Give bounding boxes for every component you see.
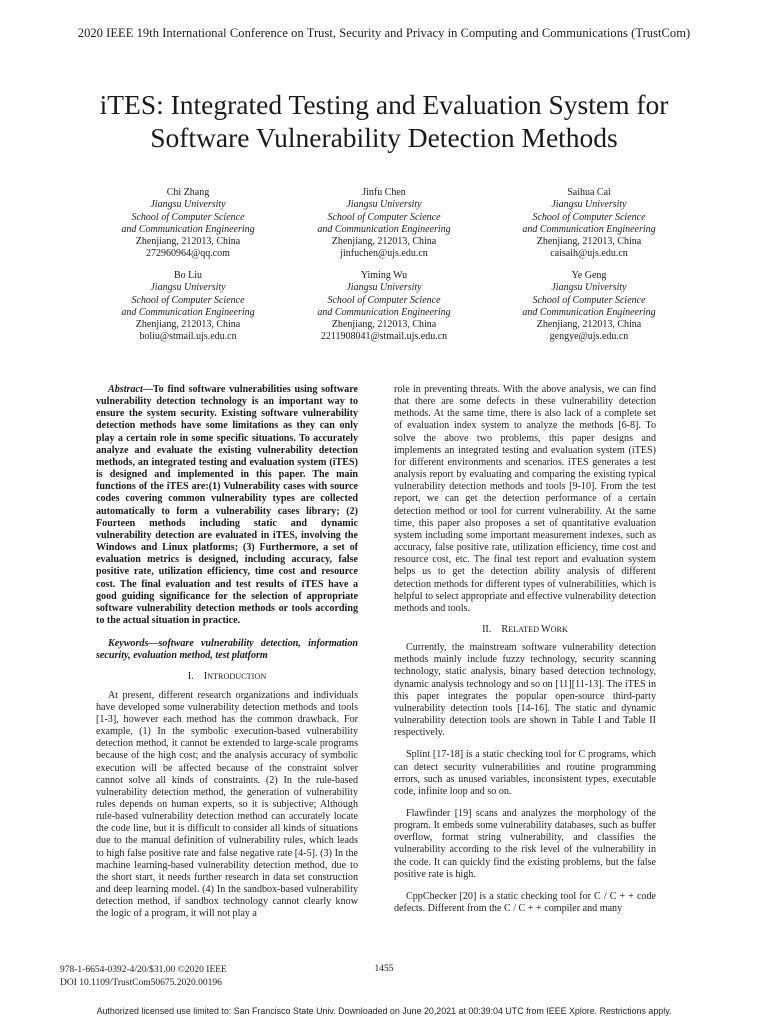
body-paragraph: Flawfinder [19] scans and analyzes the morphology of the program. It embeds some vulnerability databases, such as buffer overflow, format string vulnerability, and classifies the vulnerability according to the risk level of the vulnerability in the code. It can quickly find the existing problems, but the false positive rate is high. <box>394 808 656 880</box>
keywords <box>96 638 358 662</box>
author-school: School of Computer Science <box>131 294 245 306</box>
section-number: I. <box>187 671 194 683</box>
title-line: iTES: Integrated Testing and Evaluation System for <box>99 89 669 120</box>
paper-title <box>0 88 768 154</box>
author-city: Zhenjiang, 212013, China <box>536 319 642 331</box>
author-email: 2211908041@stmail.ujs.edu.cn <box>320 331 448 343</box>
author-block <box>264 270 504 344</box>
author-name: Chi Zhang <box>166 187 210 198</box>
right-column <box>394 384 656 915</box>
author-university: Jiangsu University <box>150 199 226 211</box>
author-email: jinfuchen@ujs.edu.cn <box>340 248 428 260</box>
section-heading-related-work <box>394 624 656 636</box>
abstract <box>96 384 358 627</box>
section-title-rest: ELATED <box>508 624 542 634</box>
left-column <box>96 384 358 921</box>
author-email: 272960964@qq.com <box>146 248 230 260</box>
author-university: Jiangsu University <box>551 282 627 294</box>
author-block <box>264 187 504 261</box>
author-school: and Communication Engineering <box>317 223 451 235</box>
body-paragraph: CppChecker [20] is a static checking tool for C / C + + code defects. Different from the C / C + + compiler and many <box>394 890 656 915</box>
section-heading-introduction <box>96 671 358 683</box>
abstract-dash: — <box>142 384 153 395</box>
conference-header: 2020 IEEE 19th International Conference on Trust, Security and Privacy in Computing and Communications (TrustCom) <box>77 26 691 40</box>
keywords-label: Keywords <box>108 638 149 650</box>
keywords-text: software vulnerability detection, information security, evaluation method, test platform <box>96 638 358 662</box>
author-school: School of Computer Science <box>327 294 441 306</box>
body-paragraph: Splint [17-18] is a static checking tool for C programs, which can detect security vulnerabilities and routine programming errors, such as unused variables, inconsistent types, executable code, infinite loop and so on. <box>394 749 656 797</box>
section-title-initial: W <box>541 623 551 635</box>
author-city: Zhenjiang, 212013, China <box>135 319 241 331</box>
author-school: School of Computer Science <box>532 211 646 223</box>
author-name: Ye Geng <box>571 270 607 281</box>
section-title-rest: NTRODUCTION <box>207 672 267 682</box>
author-email: gengye@ujs.edu.cn <box>549 331 629 343</box>
author-university: Jiangsu University <box>551 199 627 211</box>
author-school: and Communication Engineering <box>121 306 255 318</box>
author-university: Jiangsu University <box>346 282 422 294</box>
author-city: Zhenjiang, 212013, China <box>331 236 437 248</box>
isbn: 978-1-6654-0392-4/20/$31.00 ©2020 IEEE <box>60 965 227 975</box>
author-school: and Communication Engineering <box>522 223 656 235</box>
author-city: Zhenjiang, 212013, China <box>135 236 241 248</box>
license-notice: Authorized licensed use limited to: San Francisco State Univ. Downloaded on June 20,2021 at 00:39:04 UTC from IEEE Xplore. Restrictions apply. <box>96 1006 672 1016</box>
author-name: Bo Liu <box>173 270 203 281</box>
author-name: Yiming Wu <box>360 270 408 281</box>
doi: DOI 10.1109/TrustCom50675.2020.00196 <box>60 977 222 988</box>
intro-paragraph: At present, different research organizations and individuals have developed some vulnerability detection methods and tools [1-3], however each method has the common drawback. For example, (1) In the symbolic execution-based vulnerability detection method, it cannot be extended to large-scale programs because of the high cost; and the analysis accuracy of symbolic execution will be affected because of the constraint solver cannot solve all kinds of constraints. (2) In the rule-based vulnerability detection method, the generation of vulnerability rules depends on human experts, so it is subjective; Although rule-based vulnerability detection method can accurately locate the code line, but it is difficult to consider all kinds of situations due to the manual definition of vulnerability rules, which leads to high false positive rate and false negative rate [4-5]. (3) In the machine learning-based vulnerability detection method, due to the short start, it needs further research in data set construction and deep learning model. (4) In the sandbox-based vulnerability detection method, if sandbox technology cannot clearly know the logic of a program, it will not play a <box>96 689 358 920</box>
body-paragraph: role in preventing threats. With the above analysis, we can find that there are some defects in these vulnerability detection methods. At the same time, there is also lack of a complete set of evaluation index system to analyze the methods [6-8]. To solve the above two problems, this paper designs and implements an integrated testing and evaluation system (iTES) for different environments and scenarios. iTES generates a test analysis report by evaluating and comparing the existing typical vulnerability detection methods and tools [9-10]. From the test report, we can get the detection performance of a certain detection method or tool for current vulnerability. At the same time, this paper also proposes a set of quantitative evaluation system including some important measurement indexes, such as accuracy, false positive rate, utilization efficiency, time cost and resource cost, etc. The final test report and evaluation system helps us to get the detection ability analysis of different detection methods for different types of vulnerabilities, which is helpful to select appropriate and effective vulnerability detection methods and tools. <box>394 384 656 614</box>
author-city: Zhenjiang, 212013, China <box>536 236 642 248</box>
author-school: School of Computer Science <box>327 211 441 223</box>
author-city: Zhenjiang, 212013, China <box>331 319 437 331</box>
author-school: and Communication Engineering <box>121 223 255 235</box>
author-school: and Communication Engineering <box>522 306 656 318</box>
section-number: II. <box>482 623 492 635</box>
body-paragraph: Currently, the mainstream software vulnerability detection methods mainly include fuzzy technology, security scanning technology, static analysis, binary based detection technology, dynamic analysis technology and so on [11][11-13]. The iTES in this paper integrates the popular open-source third-party vulnerability detection tools [14-16]. The static and dynamic vulnerability detection tools are shown in Table I and Table II respectively. <box>394 642 656 739</box>
abstract-label: Abstract <box>108 384 143 395</box>
footer-copyright <box>60 964 227 989</box>
abstract-text: To find software vulnerabilities using software vulnerability detection technology is an important way to ensure the system security. Existing software vulnerability detection methods have some limitations as they can only play a certain role in some specific situations. To accurately analyze and evaluate the existing vulnerability detection methods, an integrated testing and evaluation system (iTES) is designed and implemented in this paper. The main functions of the iTES are:(1) Vulnerability cases with source codes covering common vulnerability types are collected automatically to form a vulnerability cases library; (2) Fourteen methods including static and dynamic vulnerability detection are evaluated in iTES, involving the Windows and Linux platforms; (3) Furthermore, a set of evaluation metrics is designed, including accuracy, false positive rate, utilization efficiency, time cost and resource cost. The final evaluation and test results of iTES have a good guiding significance for the selection of appropriate software vulnerability detection methods or tools according to the actual situation in practice. <box>96 384 358 626</box>
author-school: and Communication Engineering <box>317 306 451 318</box>
page-number: 1455 <box>374 964 394 974</box>
author-university: Jiangsu University <box>150 282 226 294</box>
author-school: School of Computer Science <box>131 211 245 223</box>
author-university: Jiangsu University <box>346 199 422 211</box>
keywords-dash: — <box>148 638 159 650</box>
author-name: Saihua Cai <box>567 187 611 198</box>
section-title-initial: I <box>203 671 208 683</box>
author-block <box>469 270 709 344</box>
section-title-initial: R <box>501 623 509 635</box>
author-name: Jinfu Chen <box>362 187 406 198</box>
title-line: Software Vulnerability Detection Methods <box>150 122 618 153</box>
section-title-rest: ORK <box>550 624 568 634</box>
author-email: caisaih@ujs.edu.cn <box>550 248 628 260</box>
author-school: School of Computer Science <box>532 294 646 306</box>
author-block <box>469 187 709 261</box>
author-email: boliu@stmail.ujs.edu.cn <box>139 331 237 343</box>
